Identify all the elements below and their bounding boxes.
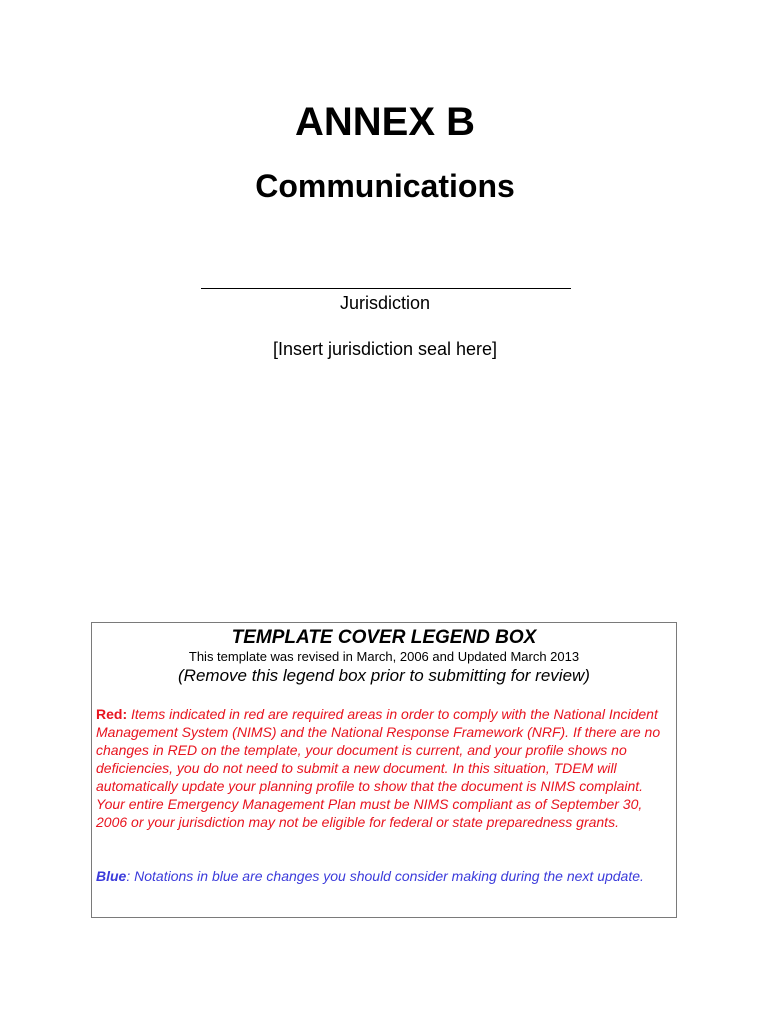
legend-revised-note: This template was revised in March, 2006 and Updated March 2013 — [188, 649, 580, 664]
legend-title: TEMPLATE COVER LEGEND BOX — [231, 627, 537, 648]
red-key-label: Red: — [96, 706, 128, 722]
jurisdiction-signature-line — [201, 288, 571, 289]
annex-title: ANNEX B — [294, 100, 476, 144]
jurisdiction-label: Jurisdiction — [339, 293, 431, 313]
blue-description: : Notations in blue are changes you should consider making during the next update. — [126, 868, 644, 884]
blue-key-label: Blue — [96, 868, 127, 884]
red-description: Items indicated in red are required areas in order to comply with the National Incident Management System (NIMS) and the National Response Framework (NRF). If there are no changes in RED on the template, your document is current, and your profile shows no deficiencies, you do not need to submit a new document. In this situation, TDEM will automatically update your planning profile to show that the document is NIMS complaint. Your entire Emergency Management Plan must be NIMS compliant as of September 30, 2006 or your jurisdiction may not be eligible for federal or state preparedness grants. — [96, 706, 661, 830]
legend-blue-paragraph — [96, 867, 670, 885]
legend-remove-note: (Remove this legend box prior to submitting for review) — [178, 666, 590, 685]
legend-red-paragraph — [96, 705, 670, 831]
annex-subtitle: Communications — [255, 168, 515, 204]
template-legend-box — [91, 622, 677, 918]
seal-placeholder: [Insert jurisdiction seal here] — [272, 339, 498, 359]
